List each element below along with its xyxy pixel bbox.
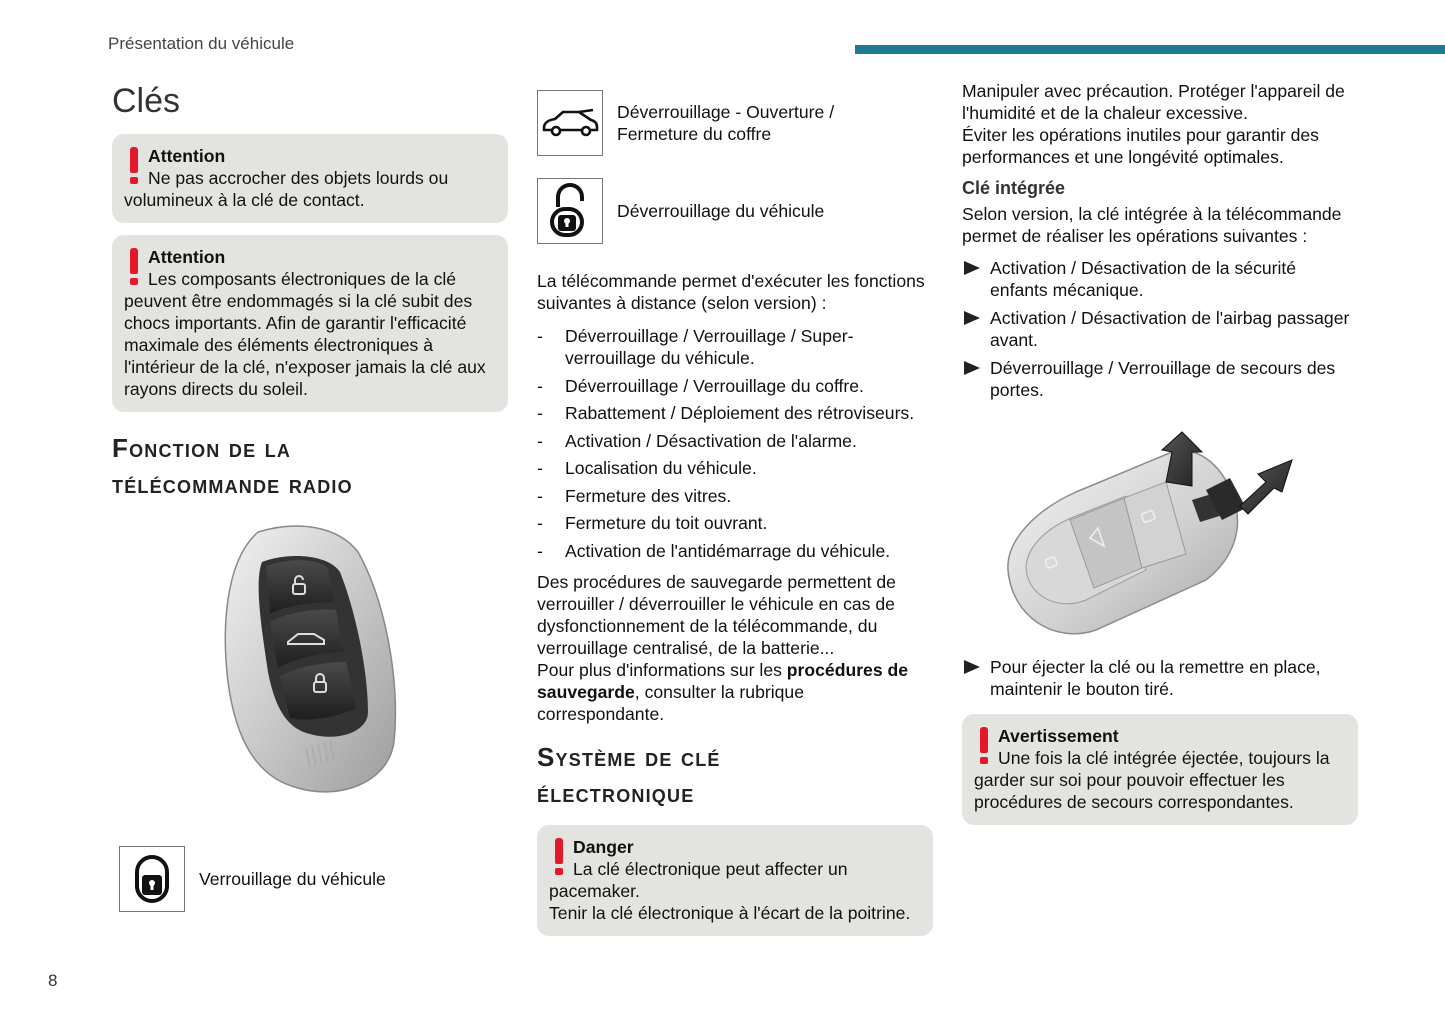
list-item: - Déverrouillage / Verrouillage / Super-verrouillage du véhicule.	[537, 325, 933, 369]
warning-note	[962, 714, 1358, 825]
section-title: Présentation du véhicule	[108, 34, 295, 53]
unlock-label: Déverrouillage du véhicule	[617, 201, 825, 221]
heading-line-1: Système de clé	[537, 742, 721, 772]
list-item: Déverrouillage / Verrouillage de secours des portes.	[962, 357, 1358, 401]
danger-note	[537, 825, 933, 936]
list-item: Activation / Désactivation de l'airbag passager avant.	[962, 307, 1358, 351]
list-item: - Fermeture des vitres.	[537, 485, 933, 507]
warning-icon	[974, 727, 998, 767]
lock-label: Verrouillage du véhicule	[199, 869, 386, 889]
warning-icon	[124, 147, 148, 187]
car-boot-icon	[537, 90, 603, 156]
list-item: - Localisation du véhicule.	[537, 457, 933, 479]
remote-function-list	[537, 325, 933, 562]
list-item: - Rabattement / Déploiement des rétroviseurs.	[537, 402, 933, 424]
column-right	[962, 80, 1358, 407]
attention-note-2	[112, 235, 508, 412]
unlock-button-row	[537, 178, 933, 244]
integrated-key-heading: Clé intégrée	[962, 178, 1066, 198]
column-left	[112, 80, 508, 502]
eject-instruction-block	[962, 656, 1358, 837]
list-item: - Activation de l'antidémarrage du véhicule.	[537, 540, 933, 562]
care-text-2: Éviter les opérations inutiles pour garantir des performances et une longévité optimales.	[962, 125, 1319, 167]
arrow-bullet-icon	[964, 361, 980, 375]
section-heading-remote	[112, 430, 508, 502]
integrated-key-illustration	[996, 430, 1302, 644]
integrated-key-intro: Selon version, la clé intégrée à la télécommande permet de réaliser les opérations suivantes :	[962, 204, 1342, 246]
heading-line-2: télécommande radio	[112, 469, 353, 499]
note-body: Ne pas accrocher des objets lourds ou volumineux à la clé de contact.	[124, 168, 449, 210]
boot-button-row	[537, 90, 933, 156]
note-heading: Attention	[148, 146, 226, 166]
eject-instruction	[962, 656, 1358, 700]
warning-icon	[124, 248, 148, 288]
arrow-bullet-icon	[964, 311, 980, 325]
backup-more	[537, 659, 933, 725]
note-body: Les composants électroniques de la clé peuvent être endommagés si la clé subit des chocs importants. Afin de garantir l'efficacité maximale des éléments électroniques à l'intérieur de la clé, n'exposer jamais la clé aux rayons directs du soleil.	[124, 269, 486, 399]
section-color-bar	[855, 45, 1445, 54]
note-body-2: Tenir la clé électronique à l'écart de la poitrine.	[549, 903, 911, 923]
arrow-bullet-icon	[964, 261, 980, 275]
unlock-icon	[537, 178, 603, 244]
note-heading: Danger	[573, 837, 634, 857]
heading-line-2: électronique	[537, 778, 695, 808]
list-item: Pour éjecter la clé ou la remettre en place, maintenir le bouton tiré.	[962, 656, 1358, 700]
page-number: 8	[48, 971, 58, 990]
attention-note-1	[112, 134, 508, 223]
page-title: Clés	[112, 82, 181, 120]
heading-line-1: Fonction de la	[112, 433, 292, 463]
list-item: - Fermeture du toit ouvrant.	[537, 512, 933, 534]
note-body: La clé électronique peut affecter un pacemaker.	[549, 859, 848, 901]
list-item: Activation / Désactivation de la sécurité enfants mécanique.	[962, 257, 1358, 301]
lock-icon	[119, 846, 185, 912]
backup-text: Des procédures de sauvegarde permettent de verrouiller / déverrouiller le véhicule en cas de dysfonctionnement de la télécommande, du verrouillage centralisé, de la batterie...	[537, 572, 896, 658]
remote-intro: La télécommande permet d'exécuter les fonctions suivantes à distance (selon version) :	[537, 271, 925, 313]
remote-key-illustration	[218, 522, 404, 800]
boot-label: Déverrouillage - Ouverture / Fermeture du coffre	[617, 102, 835, 144]
backup-more-suffix: , consulter la rubrique correspondante.	[537, 682, 804, 724]
arrow-bullet-icon	[964, 660, 980, 674]
note-heading: Avertissement	[998, 726, 1119, 746]
backup-more-bold: procédures de sauvegarde	[537, 660, 909, 702]
warning-icon	[549, 838, 573, 878]
list-item: - Déverrouillage / Verrouillage du coffre.	[537, 375, 933, 397]
list-item: - Activation / Désactivation de l'alarme.	[537, 430, 933, 452]
care-text: Manipuler avec précaution. Protéger l'appareil de l'humidité et de la chaleur excessive.	[962, 81, 1345, 123]
integrated-key-operations	[962, 257, 1358, 401]
column-middle	[537, 90, 933, 948]
backup-more-prefix: Pour plus d'informations sur les	[537, 660, 787, 680]
lock-button-row	[119, 846, 386, 912]
note-body: Une fois la clé intégrée éjectée, toujours la garder sur soi pour pouvoir effectuer les procédures de secours correspondantes.	[974, 748, 1330, 812]
note-heading: Attention	[148, 247, 226, 267]
section-heading-electronic-key	[537, 739, 933, 811]
